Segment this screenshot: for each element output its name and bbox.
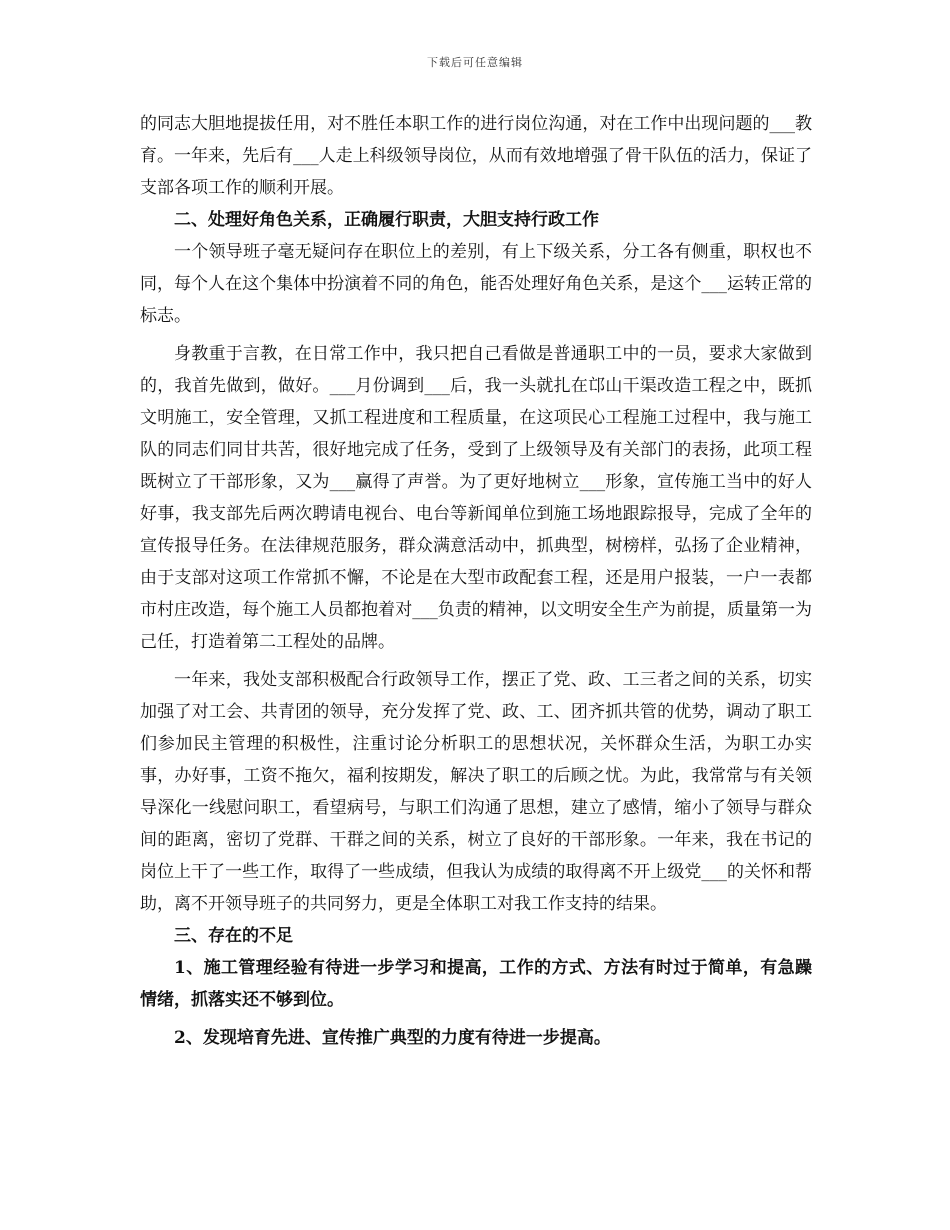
shortcoming-item-2: 2、发现培育先进、宣传推广典型的力度有待进一步提高。 — [174, 1028, 611, 1048]
paragraph-role-relations: 一个领导班子毫无疑问存在职位上的差别，有上下级关系，分工各有侧重，职权也不同，每个人在这个集体中扮演着不同的角色，能否处理好角色关系，是这个___运转正常的标志。 — [140, 242, 812, 326]
shortcoming-item-1: 1、施工管理经验有待进一步学习和提高，工作的方式、方法有时过于简单，有急躁情绪，抓落实还不够到位。 — [140, 958, 812, 1010]
section-heading-3: 三、存在的不足 — [174, 926, 293, 946]
paragraph-continued: 的同志大胆地提拔任用，对不胜任本职工作的进行岗位沟通，对在工作中出现问题的___教育。一年来，先后有___人走上科级领导岗位，从而有效地增强了骨干队伍的活力，保证了支部各项工作的顺利开展。 — [140, 114, 812, 198]
paragraph-support-admin: 一年来，我处支部积极配合行政领导工作，摆正了党、政、工三者之间的关系，切实加强了对工会、共青团的领导，充分发挥了党、政、工、团齐抓共管的优势，调动了职工们参加民主管理的积极性，注重讨论分析职工的思想状况，关怀群众生活，为职工办实事，办好事，工资不拖欠，福利按期发，解决了职工的后顾之忧。为此，我常常与有关领导深化一线慰问职工，看望病号，与职工们沟通了思想，建立了感情，缩小了领导与群众间的距离，密切了党群、干群之间的关系，树立了良好的干部形象。一年来，我在书记的岗位上干了一些工作，取得了一些成绩，但我认为成绩的取得离不开上级党___的关怀和帮助，离不开领导班子的共同努力，更是全体职工对我工作支持的结果。 — [140, 670, 812, 914]
document-body — [140, 108, 812, 1054]
section-heading-2: 二、处理好角色关系，正确履行职责，大胆支持行政工作 — [174, 210, 599, 230]
page-header: 下载后可任意编辑 — [427, 56, 523, 69]
paragraph-lead-by-example: 身教重于言教，在日常工作中，我只把自己看做是普通职工中的一员，要求大家做到的，我首先做到，做好。___月份调到___后，我一头就扎在邙山干渠改造工程之中，既抓文明施工，安全管理，又抓工程进度和工程质量，在这项民心工程施工过程中，我与施工队的同志们同甘共苦，很好地完成了任务，受到了上级领导及有关部门的表扬，此项工程既树立了干部形象，又为___赢得了声誉。为了更好地树立___形象，宣传施工当中的好人好事，我支部先后两次聘请电视台、电台等新闻单位到施工场地跟踪报导，完成了全年的宣传报导任务。在法律规范服务，群众满意活动中，抓典型，树榜样，弘扬了企业精神，由于支部对这项工作常抓不懈，不论是在大型市政配套工程，还是用户报装，一户一表都市村庄改造，每个施工人员都抱着对___负责的精神，以文明安全生产为前提，质量第一为己任，打造着第二工程处的品牌。 — [140, 344, 812, 652]
